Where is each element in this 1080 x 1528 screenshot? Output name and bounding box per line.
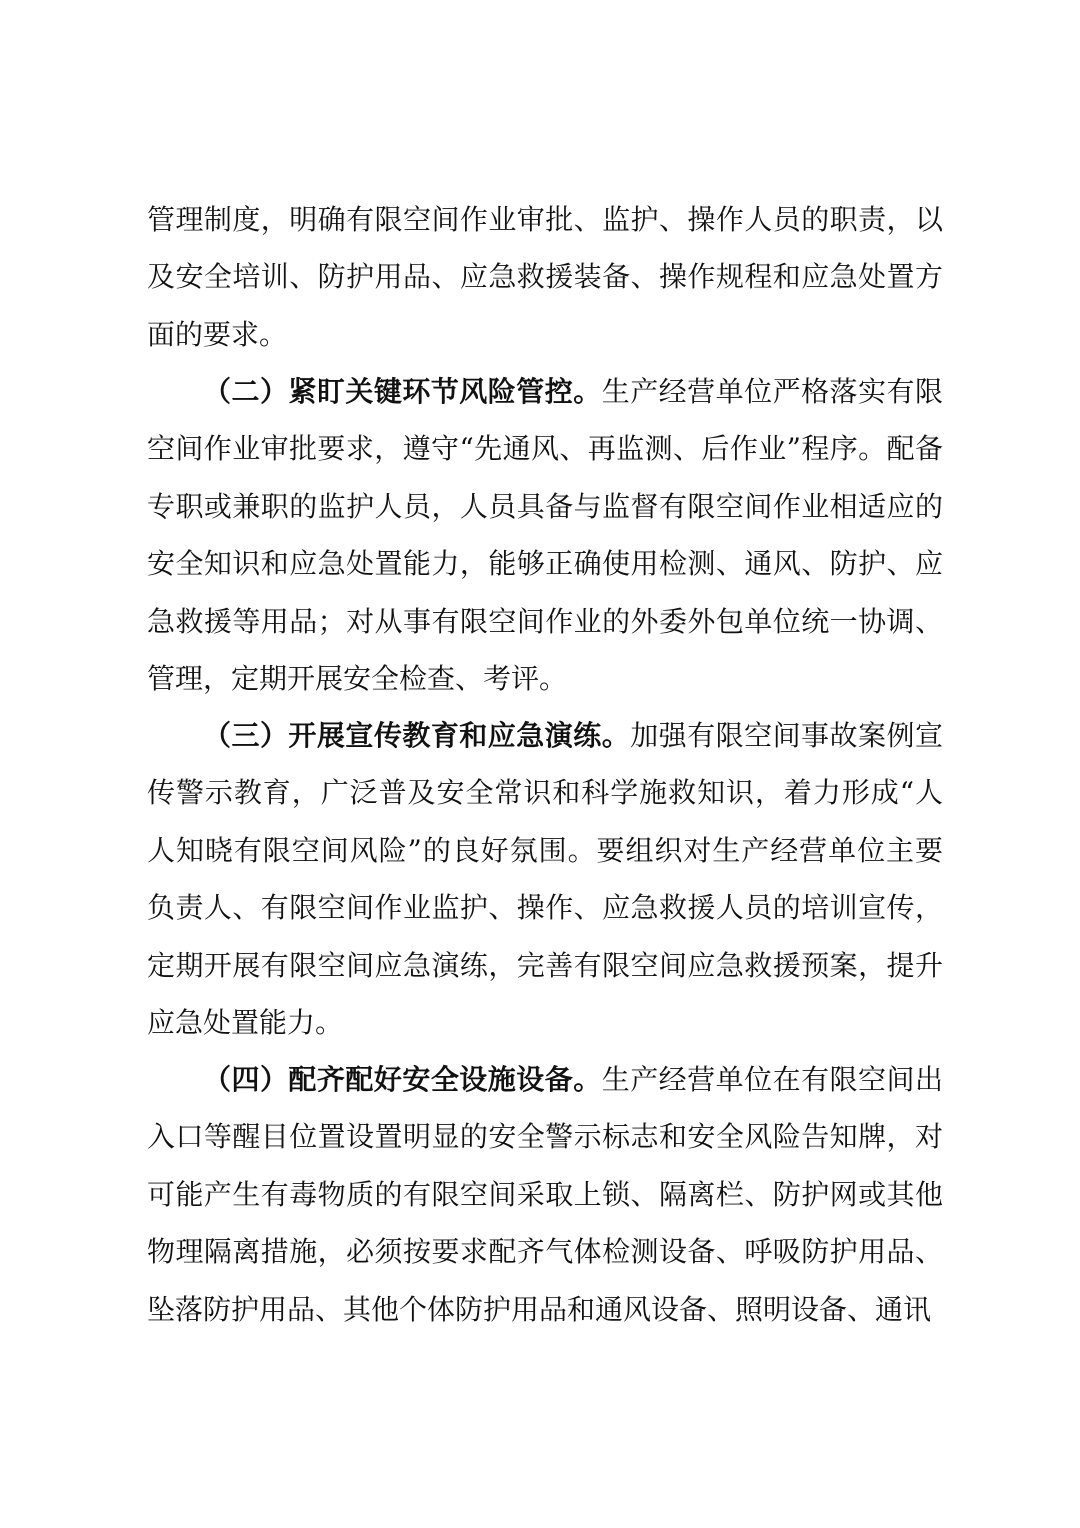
continuation-text: 管理制度，明确有限空间作业审批、监护、操作人员的职责，以及安全培训、防护用品、应急救援装备、操作规程和应急处置方面的要求。	[147, 203, 943, 351]
section-paragraph-2	[147, 363, 943, 707]
section-paragraph-3	[147, 707, 943, 1051]
section-paragraph-4	[147, 1051, 943, 1338]
section-heading: （三）开展宣传教育和应急演练。	[203, 719, 631, 752]
section-body: 生产经营单位严格落实有限空间作业审批要求，遵守“先通风、再监测、后作业”程序。配备专职或兼职的监护人员，人员具备与监督有限空间作业相适应的安全知识和应急处置能力，能够正确使用检测、通风、防护、应急救援等用品；对从事有限空间作业的外委外包单位统一协调、管理，定期开展安全检查、考评。	[147, 375, 943, 696]
continuation-paragraph	[147, 191, 943, 363]
section-heading: （二）紧盯关键环节风险管控。	[203, 375, 602, 408]
section-body: 加强有限空间事故案例宣传警示教育，广泛普及安全常识和科学施救知识，着力形成“人人知晓有限空间风险”的良好氛围。要组织对生产经营单位主要负责人、有限空间作业监护、操作、应急救援人员的培训宣传，定期开展有限空间应急演练，完善有限空间应急救援预案，提升应急处置能力。	[147, 719, 943, 1040]
section-body: 生产经营单位在有限空间出入口等醒目位置设置明显的安全警示标志和安全风险告知牌，对可能产生有毒物质的有限空间采取上锁、隔离栏、防护网或其他物理隔离措施，必须按要求配齐气体检测设备、呼吸防护用品、坠落防护用品、其他个体防护用品和通风设备、照明设备、通讯	[147, 1063, 943, 1326]
section-heading: （四）配齐配好安全设施设备。	[203, 1063, 602, 1096]
